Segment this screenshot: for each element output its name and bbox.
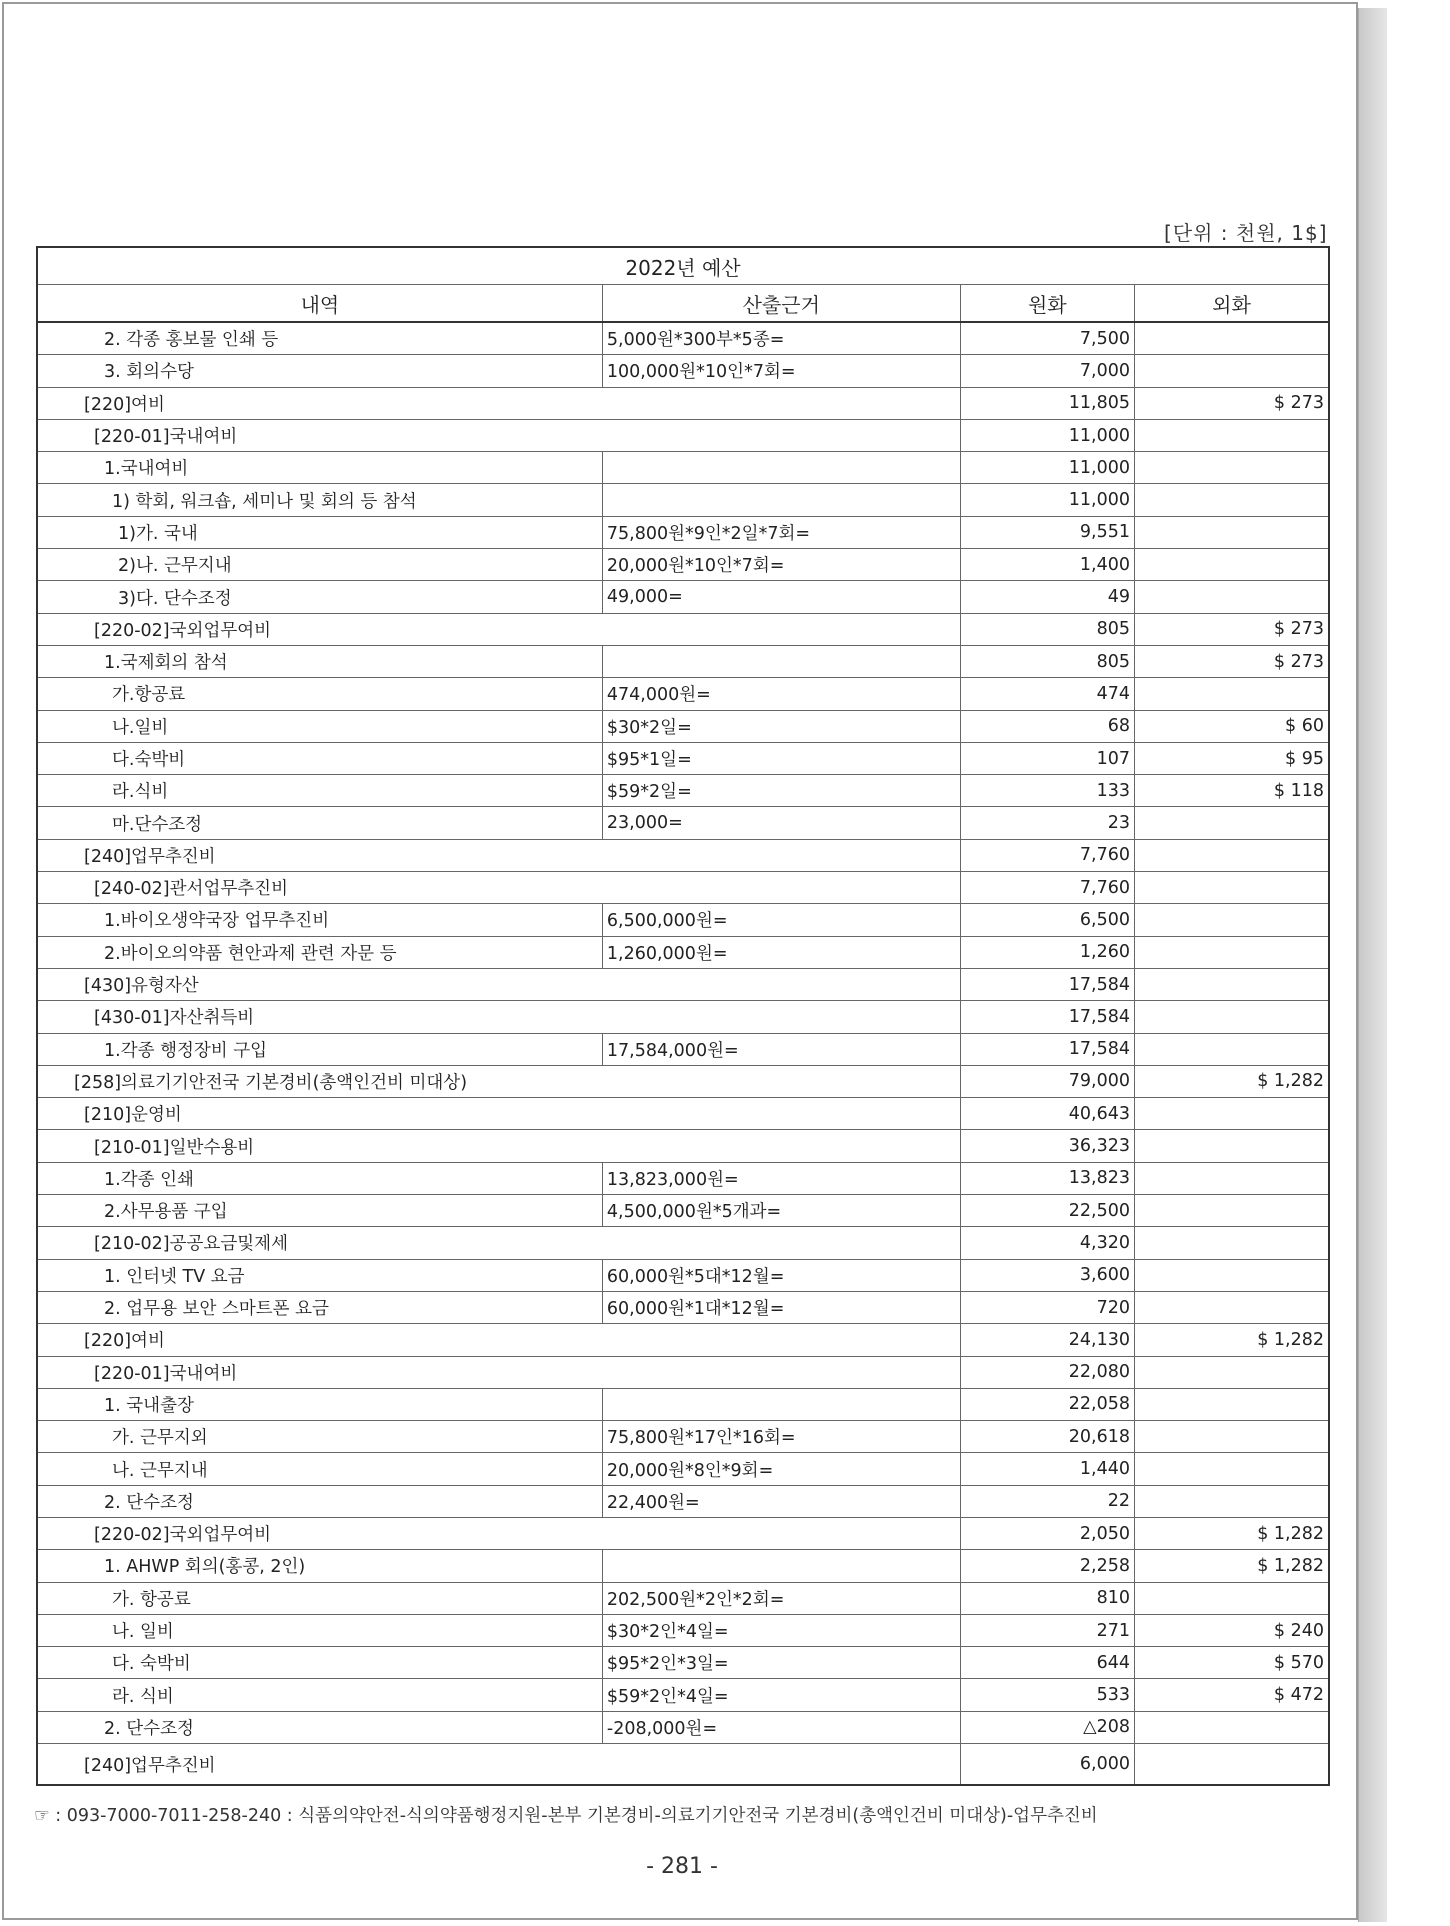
table-row (37, 1647, 1329, 1679)
row-fx-amount (1134, 484, 1329, 516)
footnote: ☞ : 093-7000-7011-258-240 : 식품의약안전-식의약품행정지원-본부 기본경비-의료기기안전국 기본경비(총액인건비 미대상)-업무추진비 (34, 1806, 1098, 1826)
row-fx-amount: $ 1,282 (1134, 1324, 1329, 1356)
table-row (37, 1614, 1329, 1646)
row-basis (602, 1324, 960, 1356)
row-krw-amount: 7,760 (960, 872, 1134, 904)
row-basis: 75,800원*17인*16회= (602, 1421, 960, 1453)
row-fx-amount (1134, 452, 1329, 484)
row-krw-amount: 7,000 (960, 355, 1134, 387)
row-krw-amount: 720 (960, 1291, 1134, 1323)
row-krw-amount: 17,584 (960, 968, 1134, 1000)
table-row (37, 904, 1329, 936)
row-krw-amount: 7,760 (960, 839, 1134, 871)
table-row (37, 1744, 1329, 1786)
row-description: [220]여비 (37, 1324, 602, 1356)
row-description: 라.식비 (37, 775, 602, 807)
row-krw-amount: 36,323 (960, 1130, 1134, 1162)
row-basis (602, 419, 960, 451)
row-fx-amount: $ 273 (1134, 387, 1329, 419)
table-row (37, 1162, 1329, 1194)
row-basis (602, 1001, 960, 1033)
row-basis: 13,823,000원= (602, 1162, 960, 1194)
row-fx-amount (1134, 1130, 1329, 1162)
table-row (37, 872, 1329, 904)
row-basis: 100,000원*10인*7회= (602, 355, 960, 387)
row-krw-amount: △208 (960, 1711, 1134, 1743)
row-fx-amount (1134, 839, 1329, 871)
row-fx-amount (1134, 807, 1329, 839)
page-edge-shadow (1358, 8, 1387, 1922)
row-fx-amount (1134, 322, 1329, 355)
row-basis: 6,500,000원= (602, 904, 960, 936)
row-basis: 20,000원*8인*9회= (602, 1453, 960, 1485)
row-description: [258]의료기기안전국 기본경비(총액인건비 미대상) (37, 1065, 602, 1097)
table-row (37, 1582, 1329, 1614)
row-krw-amount: 533 (960, 1679, 1134, 1711)
row-basis: 75,800원*9인*2일*7회= (602, 516, 960, 548)
table-row (37, 968, 1329, 1000)
table-row (37, 387, 1329, 419)
row-krw-amount: 805 (960, 645, 1134, 677)
row-basis: $95*1일= (602, 742, 960, 774)
row-description: 1)가. 국내 (37, 516, 602, 548)
row-krw-amount: 2,258 (960, 1550, 1134, 1582)
table-row (37, 1130, 1329, 1162)
row-fx-amount (1134, 1291, 1329, 1323)
row-krw-amount: 644 (960, 1647, 1134, 1679)
row-basis: $59*2일= (602, 775, 960, 807)
row-basis (602, 484, 960, 516)
row-fx-amount: $ 472 (1134, 1679, 1329, 1711)
row-krw-amount: 810 (960, 1582, 1134, 1614)
row-description: [430-01]자산취득비 (37, 1001, 602, 1033)
row-krw-amount: 23 (960, 807, 1134, 839)
row-description: 라. 식비 (37, 1679, 602, 1711)
row-krw-amount: 11,000 (960, 419, 1134, 451)
table-row (37, 775, 1329, 807)
row-basis: 23,000= (602, 807, 960, 839)
row-basis: 17,584,000원= (602, 1033, 960, 1065)
row-krw-amount: 11,000 (960, 452, 1134, 484)
table-row (37, 516, 1329, 548)
row-fx-amount (1134, 1388, 1329, 1420)
row-description: 가. 항공료 (37, 1582, 602, 1614)
table-row (37, 1356, 1329, 1388)
row-description: 2.바이오의약품 현안과제 관련 자문 등 (37, 936, 602, 968)
table-row (37, 1485, 1329, 1517)
table-row (37, 742, 1329, 774)
table-row (37, 839, 1329, 871)
table-row (37, 452, 1329, 484)
column-header-krw: 원화 (960, 285, 1134, 323)
row-krw-amount: 1,260 (960, 936, 1134, 968)
row-krw-amount: 6,000 (960, 1744, 1134, 1786)
table-row (37, 1517, 1329, 1549)
row-fx-amount (1134, 1098, 1329, 1130)
table-row (37, 1421, 1329, 1453)
budget-table-body (37, 322, 1329, 1785)
year-header-row (37, 247, 1329, 285)
row-basis (602, 387, 960, 419)
table-row (37, 1259, 1329, 1291)
row-basis (602, 1517, 960, 1549)
row-basis (602, 613, 960, 645)
row-fx-amount (1134, 1033, 1329, 1065)
row-krw-amount: 107 (960, 742, 1134, 774)
row-krw-amount: 474 (960, 678, 1134, 710)
table-row (37, 1453, 1329, 1485)
column-header-fx: 외화 (1134, 285, 1329, 323)
table-row (37, 322, 1329, 355)
budget-table (36, 246, 1330, 1786)
row-krw-amount: 22 (960, 1485, 1134, 1517)
row-fx-amount: $ 240 (1134, 1614, 1329, 1646)
row-fx-amount (1134, 355, 1329, 387)
row-description: [220-02]국외업무여비 (37, 1517, 602, 1549)
row-description: 1.국내여비 (37, 452, 602, 484)
table-row (37, 1324, 1329, 1356)
table-row (37, 419, 1329, 451)
table-row (37, 613, 1329, 645)
row-description: [220-02]국외업무여비 (37, 613, 602, 645)
row-fx-amount: $ 570 (1134, 1647, 1329, 1679)
row-description: 가. 근무지외 (37, 1421, 602, 1453)
row-krw-amount: 2,050 (960, 1517, 1134, 1549)
row-krw-amount: 24,130 (960, 1324, 1134, 1356)
row-basis: $59*2인*4일= (602, 1679, 960, 1711)
row-description: 2.사무용품 구입 (37, 1195, 602, 1227)
row-basis: $95*2인*3일= (602, 1647, 960, 1679)
row-krw-amount: 79,000 (960, 1065, 1134, 1097)
row-krw-amount: 68 (960, 710, 1134, 742)
row-fx-amount (1134, 419, 1329, 451)
row-krw-amount: 1,440 (960, 1453, 1134, 1485)
row-description: 2. 단수조정 (37, 1711, 602, 1743)
row-description: 2. 단수조정 (37, 1485, 602, 1517)
row-fx-amount (1134, 1711, 1329, 1743)
row-description: 나. 일비 (37, 1614, 602, 1646)
row-basis (602, 1550, 960, 1582)
row-basis: 49,000= (602, 581, 960, 613)
row-fx-amount: $ 1,282 (1134, 1517, 1329, 1549)
row-basis: 60,000원*1대*12월= (602, 1291, 960, 1323)
row-fx-amount (1134, 678, 1329, 710)
row-fx-amount (1134, 1227, 1329, 1259)
table-row (37, 678, 1329, 710)
table-row (37, 1065, 1329, 1097)
row-description: 마.단수조정 (37, 807, 602, 839)
row-fx-amount (1134, 1421, 1329, 1453)
row-description: 가.항공료 (37, 678, 602, 710)
row-description: 나.일비 (37, 710, 602, 742)
row-description: [430]유형자산 (37, 968, 602, 1000)
row-krw-amount: 20,618 (960, 1421, 1134, 1453)
table-row (37, 1550, 1329, 1582)
unit-label: [단위 : 천원, 1$] (1164, 221, 1328, 245)
table-row (37, 1195, 1329, 1227)
row-krw-amount: 271 (960, 1614, 1134, 1646)
table-row (37, 807, 1329, 839)
row-krw-amount: 22,500 (960, 1195, 1134, 1227)
row-fx-amount: $ 118 (1134, 775, 1329, 807)
row-description: 1.국제회의 참석 (37, 645, 602, 677)
row-basis: 1,260,000원= (602, 936, 960, 968)
row-description: 1) 학회, 워크숍, 세미나 및 회의 등 참석 (37, 484, 602, 516)
table-row (37, 549, 1329, 581)
row-krw-amount: 7,500 (960, 322, 1134, 355)
row-fx-amount (1134, 1485, 1329, 1517)
row-krw-amount: 22,058 (960, 1388, 1134, 1420)
row-description: 2)나. 근무지내 (37, 549, 602, 581)
row-basis: $30*2인*4일= (602, 1614, 960, 1646)
row-fx-amount (1134, 936, 1329, 968)
row-krw-amount: 133 (960, 775, 1134, 807)
row-fx-amount: $ 1,282 (1134, 1550, 1329, 1582)
table-row (37, 1033, 1329, 1065)
row-basis: 22,400원= (602, 1485, 960, 1517)
document-page (2, 2, 1358, 1920)
row-fx-amount (1134, 1259, 1329, 1291)
row-basis: $30*2일= (602, 710, 960, 742)
row-basis: 202,500원*2인*2회= (602, 1582, 960, 1614)
row-krw-amount: 9,551 (960, 516, 1134, 548)
row-description: 1.바이오생약국장 업무추진비 (37, 904, 602, 936)
row-krw-amount: 22,080 (960, 1356, 1134, 1388)
row-basis (602, 968, 960, 1000)
row-basis: 4,500,000원*5개과= (602, 1195, 960, 1227)
row-basis (602, 1098, 960, 1130)
row-fx-amount (1134, 872, 1329, 904)
row-krw-amount: 40,643 (960, 1098, 1134, 1130)
table-row (37, 1679, 1329, 1711)
row-basis (602, 1227, 960, 1259)
row-description: [210-01]일반수용비 (37, 1130, 602, 1162)
row-basis: 5,000원*300부*5종= (602, 322, 960, 355)
row-fx-amount (1134, 1744, 1329, 1786)
row-description: [210]운영비 (37, 1098, 602, 1130)
row-description: [220-01]국내여비 (37, 419, 602, 451)
row-fx-amount (1134, 968, 1329, 1000)
row-fx-amount (1134, 516, 1329, 548)
row-fx-amount: $ 273 (1134, 613, 1329, 645)
row-basis: -208,000원= (602, 1711, 960, 1743)
row-fx-amount (1134, 1162, 1329, 1194)
row-krw-amount: 17,584 (960, 1033, 1134, 1065)
row-fx-amount (1134, 904, 1329, 936)
row-description: [240]업무추진비 (37, 1744, 602, 1786)
row-description: 나. 근무지내 (37, 1453, 602, 1485)
table-row (37, 1098, 1329, 1130)
row-krw-amount: 805 (960, 613, 1134, 645)
table-row (37, 710, 1329, 742)
row-basis (602, 839, 960, 871)
table-row (37, 355, 1329, 387)
row-description: 2. 각종 홍보물 인쇄 등 (37, 322, 602, 355)
row-description: [210-02]공공요금및제세 (37, 1227, 602, 1259)
table-row (37, 645, 1329, 677)
row-basis (602, 872, 960, 904)
row-basis (602, 1065, 960, 1097)
row-krw-amount: 3,600 (960, 1259, 1134, 1291)
row-basis (602, 1356, 960, 1388)
column-header-row (37, 285, 1329, 323)
row-description: [240-02]관서업무추진비 (37, 872, 602, 904)
row-description: [220]여비 (37, 387, 602, 419)
table-row (37, 1001, 1329, 1033)
row-description: 3. 회의수당 (37, 355, 602, 387)
row-krw-amount: 49 (960, 581, 1134, 613)
row-description: 1. 인터넷 TV 요금 (37, 1259, 602, 1291)
row-description: [220-01]국내여비 (37, 1356, 602, 1388)
row-description: [240]업무추진비 (37, 839, 602, 871)
row-description: 1.각종 인쇄 (37, 1162, 602, 1194)
table-row (37, 1291, 1329, 1323)
row-krw-amount: 1,400 (960, 549, 1134, 581)
row-basis: 60,000원*5대*12월= (602, 1259, 960, 1291)
table-row (37, 484, 1329, 516)
row-fx-amount (1134, 1453, 1329, 1485)
row-fx-amount: $ 273 (1134, 645, 1329, 677)
row-krw-amount: 11,805 (960, 387, 1134, 419)
row-description: 1. 국내출장 (37, 1388, 602, 1420)
row-fx-amount: $ 1,282 (1134, 1065, 1329, 1097)
year-header: 2022년 예산 (37, 247, 1329, 285)
table-row (37, 1711, 1329, 1743)
row-basis (602, 1388, 960, 1420)
row-description: 다. 숙박비 (37, 1647, 602, 1679)
row-fx-amount (1134, 549, 1329, 581)
row-description: 1. AHWP 회의(홍콩, 2인) (37, 1550, 602, 1582)
table-row (37, 1227, 1329, 1259)
row-basis (602, 1130, 960, 1162)
row-basis (602, 1744, 960, 1786)
row-fx-amount (1134, 1582, 1329, 1614)
row-description: 1.각종 행정장비 구입 (37, 1033, 602, 1065)
row-basis (602, 452, 960, 484)
row-description: 다.숙박비 (37, 742, 602, 774)
row-fx-amount: $ 60 (1134, 710, 1329, 742)
row-krw-amount: 11,000 (960, 484, 1134, 516)
table-row (37, 581, 1329, 613)
row-fx-amount (1134, 1001, 1329, 1033)
row-krw-amount: 17,584 (960, 1001, 1134, 1033)
row-fx-amount: $ 95 (1134, 742, 1329, 774)
row-description: 2. 업무용 보안 스마트폰 요금 (37, 1291, 602, 1323)
column-header-desc: 내역 (37, 285, 602, 323)
row-basis (602, 645, 960, 677)
row-krw-amount: 6,500 (960, 904, 1134, 936)
row-description: 3)다. 단수조정 (37, 581, 602, 613)
row-fx-amount (1134, 1195, 1329, 1227)
row-fx-amount (1134, 581, 1329, 613)
row-fx-amount (1134, 1356, 1329, 1388)
row-basis: 20,000원*10인*7회= (602, 549, 960, 581)
column-header-basis: 산출근거 (602, 285, 960, 323)
page-number: - 281 - (646, 1854, 718, 1879)
table-row (37, 1388, 1329, 1420)
table-row (37, 936, 1329, 968)
row-basis: 474,000원= (602, 678, 960, 710)
row-krw-amount: 4,320 (960, 1227, 1134, 1259)
row-krw-amount: 13,823 (960, 1162, 1134, 1194)
